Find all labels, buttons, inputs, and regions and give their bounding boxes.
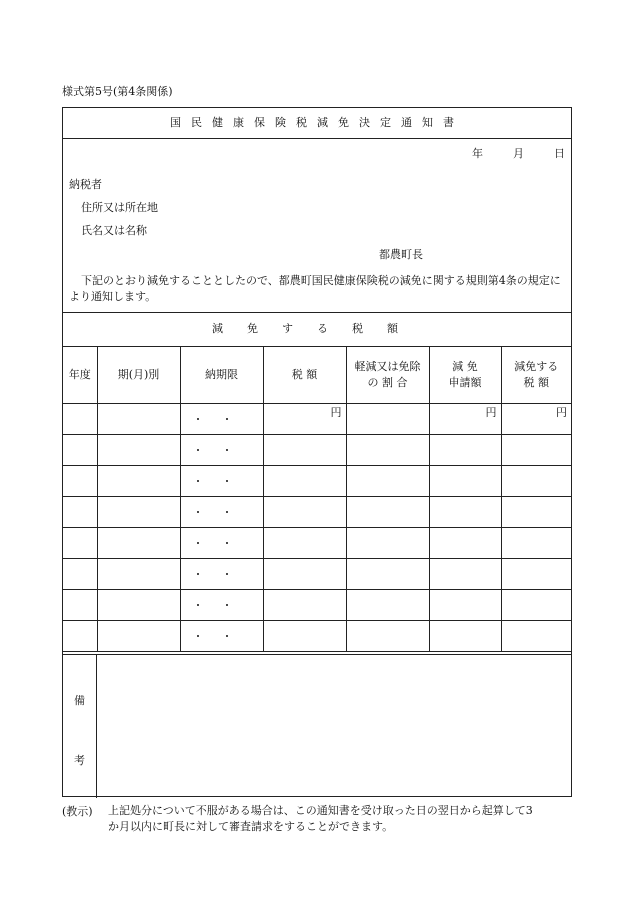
notice-form (62, 107, 572, 797)
date-day: 日 (554, 147, 565, 160)
reduction-ratio-cell (346, 528, 429, 559)
period-cell (97, 528, 180, 559)
date-month: 月 (513, 147, 524, 160)
tax-amount-cell: 円 (263, 404, 346, 435)
form-title: 国民健康保険税減免決定通知書 (63, 108, 571, 139)
header-exempt-amount-line2: 税 額 (523, 375, 549, 389)
header-request-amount (429, 346, 501, 404)
reduction-ratio-cell (346, 435, 429, 466)
year-cell (63, 466, 97, 497)
exempt-amount-cell (501, 528, 571, 559)
exempt-amount-cell (501, 435, 571, 466)
period-cell (97, 497, 180, 528)
header-exempt-amount-line1: 減免する (514, 359, 559, 373)
reduction-ratio-cell (346, 559, 429, 590)
header-reduction-ratio (346, 346, 429, 404)
period-cell (97, 466, 180, 497)
table-row (63, 404, 571, 435)
request-amount-cell (429, 621, 501, 652)
header-reduction-ratio-line1: 軽減又は免除 (354, 359, 421, 373)
year-cell (63, 497, 97, 528)
table-row (63, 559, 571, 590)
year-cell (63, 404, 97, 435)
year-cell (63, 528, 97, 559)
tax-amount-cell (263, 590, 346, 621)
due-date-cell: ・・ (180, 621, 263, 652)
notice-body-text: 下記のとおり減免することとしたので、都農町国民健康保険税の減免に関する規則第4条の規定により通知します。 (69, 274, 561, 303)
due-date-cell: ・・ (180, 466, 263, 497)
period-cell (97, 590, 180, 621)
date-year: 年 (472, 147, 483, 160)
period-cell (97, 435, 180, 466)
request-amount-cell (429, 435, 501, 466)
tax-amount-cell (263, 435, 346, 466)
table-row (63, 466, 571, 497)
table-body (63, 404, 571, 652)
year-cell (63, 435, 97, 466)
tax-amount-cell (263, 497, 346, 528)
issue-date (442, 145, 565, 161)
table-header-row (63, 346, 571, 404)
exempt-amount-cell (501, 497, 571, 528)
year-cell (63, 590, 97, 621)
section-title: 減免する税額 (63, 312, 571, 347)
reduction-ratio-cell (346, 590, 429, 621)
tax-amount-cell (263, 621, 346, 652)
instruction-label: (教示) (62, 805, 93, 818)
remarks-char-2: 考 (74, 754, 85, 767)
due-date-cell: ・・ (180, 528, 263, 559)
reduction-ratio-cell (346, 466, 429, 497)
year-cell (63, 621, 97, 652)
request-amount-cell: 円 (429, 404, 501, 435)
exempt-amount-cell (501, 466, 571, 497)
due-date-cell: ・・ (180, 590, 263, 621)
exempt-amount-cell: 円 (501, 404, 571, 435)
due-date-cell: ・・ (180, 435, 263, 466)
exempt-amount-cell (501, 559, 571, 590)
period-cell (97, 404, 180, 435)
notice-header-section (63, 138, 571, 313)
reduction-ratio-cell (346, 497, 429, 528)
tax-amount-cell (263, 559, 346, 590)
table-row (63, 621, 571, 652)
header-exempt-amount (501, 346, 571, 404)
request-amount-cell (429, 590, 501, 621)
exempt-amount-cell (501, 621, 571, 652)
request-amount-cell (429, 497, 501, 528)
issuer-name: 都農町長 (379, 248, 423, 261)
address-label: 住所又は所在地 (81, 201, 158, 214)
tax-amount-cell (263, 466, 346, 497)
taxpayer-label: 納税者 (69, 178, 102, 191)
remarks-label (63, 655, 97, 798)
due-date-cell: ・・ (180, 404, 263, 435)
period-cell (97, 559, 180, 590)
request-amount-cell (429, 559, 501, 590)
exempt-amount-cell (501, 590, 571, 621)
header-tax-amount: 税 額 (263, 346, 346, 404)
form-number-label: 様式第5号(第4条関係) (62, 85, 173, 98)
name-label: 氏名又は名称 (81, 224, 147, 237)
table-row (63, 435, 571, 466)
due-date-cell: ・・ (180, 559, 263, 590)
tax-amount-cell (263, 528, 346, 559)
instruction-line-2: か月以内に町長に対して審査請求をすることができます。 (108, 820, 394, 833)
remarks-char-1: 備 (74, 694, 85, 707)
instruction-line-1: 上記処分について不服がある場合は、この通知書を受け取った日の翌日から起算して3 (108, 804, 533, 817)
header-due-date: 納期限 (180, 346, 263, 404)
year-cell (63, 559, 97, 590)
table-row (63, 590, 571, 621)
reduction-ratio-cell (346, 404, 429, 435)
due-date-cell: ・・ (180, 497, 263, 528)
reduction-ratio-cell (346, 621, 429, 652)
tax-reduction-table (63, 346, 571, 652)
header-request-amount-line1: 減 免 (452, 359, 478, 373)
header-year: 年度 (63, 346, 97, 404)
period-cell (97, 621, 180, 652)
header-request-amount-line2: 申請額 (448, 375, 482, 389)
table-row (63, 497, 571, 528)
request-amount-cell (429, 466, 501, 497)
header-period: 期(月)別 (97, 346, 180, 404)
header-reduction-ratio-line2: の 割 合 (367, 375, 408, 389)
remarks-section (63, 654, 571, 798)
request-amount-cell (429, 528, 501, 559)
instruction-text (108, 803, 574, 835)
table-row (63, 528, 571, 559)
